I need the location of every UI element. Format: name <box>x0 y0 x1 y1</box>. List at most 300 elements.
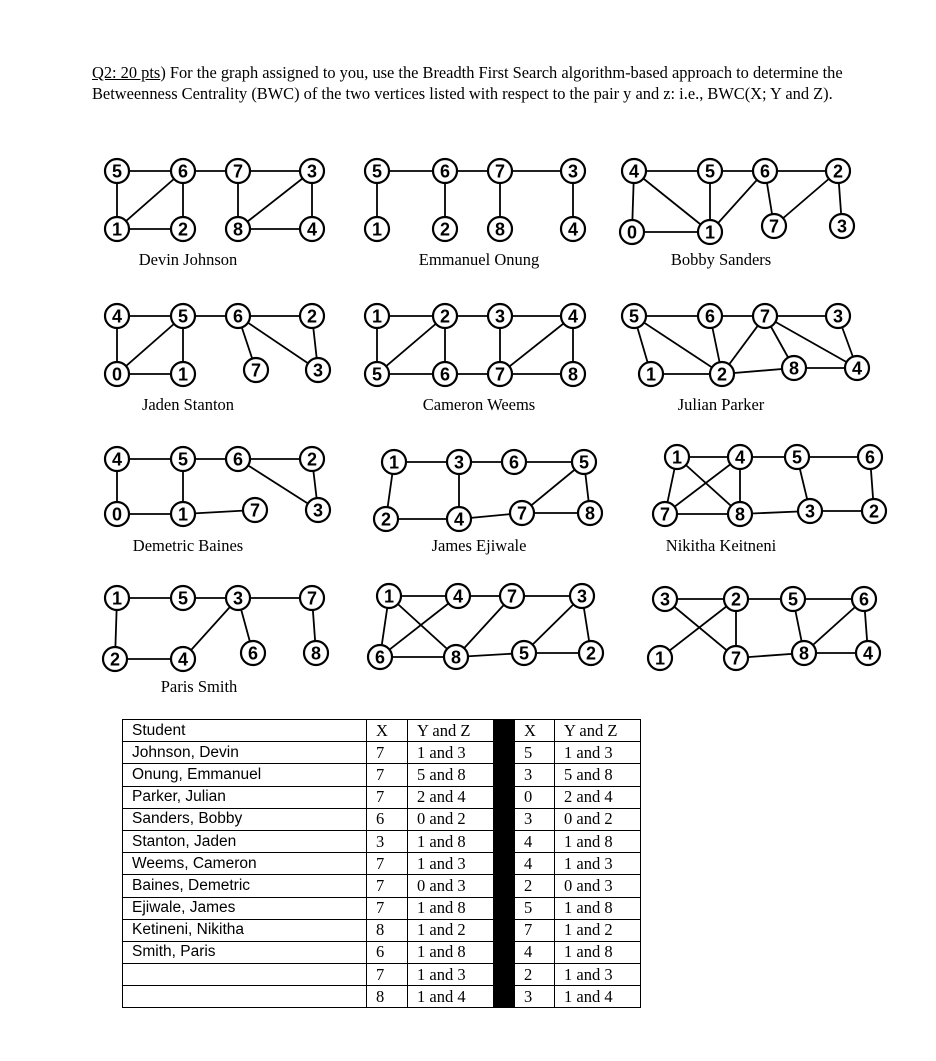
graph-node <box>572 450 596 474</box>
table-row <box>123 764 641 786</box>
graph-node <box>665 445 689 469</box>
graph-node <box>512 641 536 665</box>
node-label: 4 <box>862 643 874 664</box>
x-cell: 6 <box>367 808 408 830</box>
graph-node <box>561 362 585 386</box>
node-label: 8 <box>788 358 800 379</box>
yz2-cell: 1 and 4 <box>555 986 641 1008</box>
graph-node <box>171 304 195 328</box>
graph-node <box>698 159 722 183</box>
graph-node <box>300 304 324 328</box>
graph-edge <box>634 171 710 232</box>
node-label: 1 <box>388 452 400 473</box>
x-cell: 7 <box>367 853 408 875</box>
graph-edge <box>377 316 445 374</box>
yz-cell: 0 and 2 <box>408 808 494 830</box>
node-label: 5 <box>628 306 640 327</box>
black-separator-cell <box>494 897 515 919</box>
node-label: 8 <box>734 504 746 525</box>
graph-node <box>306 498 330 522</box>
graph-node <box>105 502 129 526</box>
graph-node <box>244 358 268 382</box>
black-separator-cell <box>494 986 515 1008</box>
graph-node <box>830 214 854 238</box>
yz-cell: 1 and 3 <box>408 742 494 764</box>
x-cell: 7 <box>367 964 408 986</box>
x-cell: 3 <box>367 830 408 852</box>
graph-node <box>226 304 250 328</box>
graph-node <box>502 450 526 474</box>
black-separator-cell <box>494 808 515 830</box>
node-label: 7 <box>494 161 506 182</box>
graph-unassigned-11 <box>648 587 880 670</box>
graph-edge <box>238 171 312 229</box>
graph-node <box>728 445 752 469</box>
graph-caption: Julian Parker <box>677 395 765 414</box>
node-label: 6 <box>247 643 259 664</box>
x2-cell: 4 <box>515 941 555 963</box>
node-label: 4 <box>111 449 123 470</box>
yz2-cell: 5 and 8 <box>555 764 641 786</box>
node-label: 4 <box>111 306 123 327</box>
graph-node <box>171 447 195 471</box>
x-cell: 8 <box>367 919 408 941</box>
graph-node <box>862 499 886 523</box>
graph-node <box>304 641 328 665</box>
student-cell: Smith, Paris <box>123 941 367 963</box>
yz2-cell: 1 and 8 <box>555 941 641 963</box>
graph-node <box>433 217 457 241</box>
graph-node <box>447 450 471 474</box>
graph-node <box>103 647 127 671</box>
node-label: 8 <box>567 364 579 385</box>
x-cell: 7 <box>367 875 408 897</box>
graph-node <box>639 362 663 386</box>
node-label: 2 <box>306 449 318 470</box>
node-label: 5 <box>371 364 383 385</box>
x-cell: 8 <box>367 986 408 1008</box>
graph-node <box>433 159 457 183</box>
node-label: 3 <box>306 161 318 182</box>
graph-caption: Paris Smith <box>160 677 238 696</box>
graph-node <box>226 586 250 610</box>
graph-devin-johnson <box>105 159 324 269</box>
graph-node <box>171 362 195 386</box>
table-row <box>123 897 641 919</box>
graph-node <box>446 584 470 608</box>
node-label: 7 <box>232 161 244 182</box>
node-label: 4 <box>177 649 189 670</box>
graph-unassigned-10 <box>368 584 603 669</box>
graph-node <box>792 641 816 665</box>
black-separator-cell <box>494 964 515 986</box>
x-cell: 7 <box>367 786 408 808</box>
table-row <box>123 986 641 1008</box>
header-cell: X <box>367 720 408 742</box>
graph-node <box>570 584 594 608</box>
graph-node <box>300 586 324 610</box>
table-row <box>123 941 641 963</box>
graph-node <box>728 502 752 526</box>
graph-demetric-baines <box>105 447 330 555</box>
node-label: 2 <box>585 643 597 664</box>
node-label: 2 <box>439 306 451 327</box>
node-label: 7 <box>506 586 518 607</box>
graph-node <box>488 217 512 241</box>
graph-node <box>653 587 677 611</box>
yz2-cell: 0 and 3 <box>555 875 641 897</box>
graph-node <box>510 501 534 525</box>
graph-julian-parker <box>622 304 869 414</box>
node-label: 4 <box>306 219 318 240</box>
yz-cell: 2 and 4 <box>408 786 494 808</box>
graph-node <box>433 304 457 328</box>
node-label: 6 <box>759 161 771 182</box>
graph-node <box>171 586 195 610</box>
node-label: 2 <box>109 649 121 670</box>
node-label: 3 <box>836 216 848 237</box>
graph-node <box>785 445 809 469</box>
node-label: 7 <box>768 216 780 237</box>
graph-node <box>365 159 389 183</box>
graph-node <box>226 217 250 241</box>
node-label: 3 <box>832 306 844 327</box>
node-label: 8 <box>798 643 810 664</box>
graph-node <box>826 159 850 183</box>
student-cell: Onung, Emmanuel <box>123 764 367 786</box>
node-label: 4 <box>453 509 465 530</box>
table-row <box>123 786 641 808</box>
node-label: 3 <box>576 586 588 607</box>
table-header-row <box>123 720 641 742</box>
black-separator-cell <box>494 853 515 875</box>
graph-node <box>306 358 330 382</box>
graph-node <box>433 362 457 386</box>
x2-cell: 3 <box>515 808 555 830</box>
node-label: 1 <box>111 588 123 609</box>
node-label: 1 <box>654 648 666 669</box>
node-label: 8 <box>232 219 244 240</box>
node-label: 5 <box>704 161 716 182</box>
black-separator-cell <box>494 941 515 963</box>
graph-node <box>781 587 805 611</box>
node-label: 5 <box>371 161 383 182</box>
node-label: 8 <box>584 503 596 524</box>
table-row <box>123 853 641 875</box>
graph-caption: Cameron Weems <box>422 395 536 414</box>
student-cell: Parker, Julian <box>123 786 367 808</box>
graph-node <box>105 447 129 471</box>
table-row <box>123 964 641 986</box>
node-label: 7 <box>516 503 528 524</box>
graph-node <box>845 356 869 380</box>
yz-cell: 1 and 8 <box>408 830 494 852</box>
graph-node <box>488 304 512 328</box>
node-label: 3 <box>453 452 465 473</box>
graph-node <box>620 220 644 244</box>
node-label: 7 <box>306 588 318 609</box>
graph-caption: Emmanuel Onung <box>418 250 540 269</box>
graph-node <box>698 220 722 244</box>
black-separator-cell <box>494 786 515 808</box>
student-cell: Sanders, Bobby <box>123 808 367 830</box>
graph-node <box>622 304 646 328</box>
node-label: 5 <box>578 452 590 473</box>
graph-node <box>171 217 195 241</box>
node-label: 6 <box>858 589 870 610</box>
graph-caption: Nikitha Keitneni <box>665 536 777 555</box>
graph-node <box>300 159 324 183</box>
student-cell <box>123 964 367 986</box>
graph-node <box>171 647 195 671</box>
graph-node <box>653 502 677 526</box>
student-cell: Stanton, Jaden <box>123 830 367 852</box>
graph-node <box>561 304 585 328</box>
graph-node <box>798 499 822 523</box>
node-label: 7 <box>759 306 771 327</box>
graph-node <box>852 587 876 611</box>
node-label: 6 <box>704 306 716 327</box>
yz-cell: 0 and 3 <box>408 875 494 897</box>
node-label: 5 <box>177 306 189 327</box>
table-row <box>123 919 641 941</box>
node-label: 4 <box>851 358 863 379</box>
graph-node <box>241 641 265 665</box>
node-label: 8 <box>494 219 506 240</box>
graph-bobby-sanders <box>620 159 854 269</box>
student-cell: Johnson, Devin <box>123 742 367 764</box>
node-label: 2 <box>832 161 844 182</box>
node-label: 1 <box>177 364 189 385</box>
node-label: 1 <box>177 504 189 525</box>
yz2-cell: 1 and 8 <box>555 830 641 852</box>
graph-jaden-stanton <box>105 304 330 414</box>
yz-cell: 1 and 3 <box>408 853 494 875</box>
x2-cell: 5 <box>515 742 555 764</box>
node-label: 6 <box>374 647 386 668</box>
graph-node <box>724 587 748 611</box>
graph-node <box>578 501 602 525</box>
node-label: 2 <box>868 501 880 522</box>
graph-caption: James Ejiwale <box>431 536 527 555</box>
node-label: 6 <box>232 449 244 470</box>
graph-node <box>488 362 512 386</box>
node-label: 3 <box>232 588 244 609</box>
table-row <box>123 742 641 764</box>
graph-node <box>579 641 603 665</box>
node-label: 3 <box>312 500 324 521</box>
node-label: 1 <box>371 219 383 240</box>
graph-caption: Jaden Stanton <box>141 395 235 414</box>
node-label: 2 <box>177 219 189 240</box>
node-label: 5 <box>518 643 530 664</box>
graph-node <box>858 445 882 469</box>
node-label: 2 <box>306 306 318 327</box>
node-label: 2 <box>716 364 728 385</box>
graph-node <box>782 356 806 380</box>
question-body: ) For the graph assigned to you, use the Breadth First Search algorithm-based approach to determine the Betweenness Centrality (BWC) of the two vertices listed with respect to the pair y and z: i.e., BWC(X; Y and Z). <box>92 63 843 103</box>
graph-caption: Bobby Sanders <box>670 250 772 269</box>
node-label: 4 <box>452 586 464 607</box>
graph-edge <box>117 171 183 229</box>
x2-cell: 5 <box>515 897 555 919</box>
node-label: 7 <box>494 364 506 385</box>
question-label: Q2: 20 pts <box>92 63 161 82</box>
node-label: 7 <box>659 504 671 525</box>
graph-node <box>622 159 646 183</box>
table-row <box>123 830 641 852</box>
node-label: 3 <box>494 306 506 327</box>
graph-james-ejiwale <box>374 450 602 555</box>
node-label: 5 <box>177 449 189 470</box>
table-row <box>123 808 641 830</box>
x2-cell: 4 <box>515 853 555 875</box>
graph-node <box>171 159 195 183</box>
black-separator-cell <box>494 764 515 786</box>
node-label: 6 <box>439 161 451 182</box>
node-label: 6 <box>232 306 244 327</box>
black-separator-cell <box>494 720 515 742</box>
node-label: 1 <box>111 219 123 240</box>
graph-node <box>826 304 850 328</box>
graph-edge <box>117 316 183 374</box>
x2-cell: 3 <box>515 764 555 786</box>
graph-node <box>447 507 471 531</box>
graph-paris-smith <box>103 586 328 696</box>
graph-caption: Demetric Baines <box>132 536 244 555</box>
student-cell: Baines, Demetric <box>123 875 367 897</box>
graph-caption: Devin Johnson <box>138 250 238 269</box>
node-label: 5 <box>111 161 123 182</box>
graph-node <box>762 214 786 238</box>
graph-node <box>105 159 129 183</box>
node-label: 1 <box>383 586 395 607</box>
assignment-table <box>122 719 641 1008</box>
graph-node <box>561 217 585 241</box>
x-cell: 7 <box>367 897 408 919</box>
node-label: 5 <box>787 589 799 610</box>
x2-cell: 2 <box>515 964 555 986</box>
graph-node <box>500 584 524 608</box>
graph-edge <box>500 316 573 374</box>
node-label: 1 <box>371 306 383 327</box>
graph-node <box>226 447 250 471</box>
yz-cell: 1 and 2 <box>408 919 494 941</box>
x2-cell: 0 <box>515 786 555 808</box>
graph-node <box>300 217 324 241</box>
node-label: 3 <box>804 501 816 522</box>
node-label: 3 <box>312 360 324 381</box>
graph-node <box>243 498 267 522</box>
graph-node <box>488 159 512 183</box>
node-label: 4 <box>734 447 746 468</box>
node-label: 2 <box>730 589 742 610</box>
student-cell <box>123 986 367 1008</box>
black-separator-cell <box>494 742 515 764</box>
node-label: 7 <box>249 500 261 521</box>
node-label: 4 <box>567 219 579 240</box>
yz-cell: 1 and 8 <box>408 941 494 963</box>
graph-node <box>105 362 129 386</box>
node-label: 7 <box>730 648 742 669</box>
node-label: 8 <box>450 647 462 668</box>
x-cell: 7 <box>367 742 408 764</box>
black-separator-cell <box>494 830 515 852</box>
graph-node <box>710 362 734 386</box>
header-cell: Student <box>123 720 367 742</box>
black-separator-cell <box>494 919 515 941</box>
yz2-cell: 0 and 2 <box>555 808 641 830</box>
yz2-cell: 1 and 8 <box>555 897 641 919</box>
yz-cell: 1 and 8 <box>408 897 494 919</box>
yz-cell: 1 and 3 <box>408 964 494 986</box>
x2-cell: 3 <box>515 986 555 1008</box>
node-label: 4 <box>628 161 640 182</box>
yz-cell: 1 and 4 <box>408 986 494 1008</box>
yz2-cell: 1 and 3 <box>555 742 641 764</box>
node-label: 0 <box>626 222 638 243</box>
node-label: 7 <box>250 360 262 381</box>
table-row <box>123 875 641 897</box>
graph-node <box>382 450 406 474</box>
graph-node <box>753 304 777 328</box>
graph-node <box>561 159 585 183</box>
graph-node <box>171 502 195 526</box>
node-label: 5 <box>177 588 189 609</box>
node-label: 6 <box>864 447 876 468</box>
node-label: 6 <box>177 161 189 182</box>
graph-node <box>856 641 880 665</box>
node-label: 0 <box>111 364 123 385</box>
header-cell: Y and Z <box>555 720 641 742</box>
node-label: 2 <box>439 219 451 240</box>
node-label: 2 <box>380 509 392 530</box>
graph-cameron-weems <box>365 304 585 414</box>
graph-node <box>753 159 777 183</box>
node-label: 1 <box>645 364 657 385</box>
student-cell: Ejiwale, James <box>123 897 367 919</box>
yz2-cell: 1 and 3 <box>555 853 641 875</box>
graph-node <box>724 646 748 670</box>
yz2-cell: 1 and 2 <box>555 919 641 941</box>
graph-emmanuel-onung <box>365 159 585 269</box>
black-separator-cell <box>494 875 515 897</box>
header-cell: Y and Z <box>408 720 494 742</box>
graph-node <box>377 584 401 608</box>
node-label: 6 <box>508 452 520 473</box>
graph-node <box>698 304 722 328</box>
node-label: 3 <box>659 589 671 610</box>
graph-node <box>105 217 129 241</box>
graph-node <box>105 586 129 610</box>
x2-cell: 4 <box>515 830 555 852</box>
graph-node <box>365 217 389 241</box>
graph-node <box>374 507 398 531</box>
x2-cell: 2 <box>515 875 555 897</box>
graph-node <box>365 362 389 386</box>
yz2-cell: 1 and 3 <box>555 964 641 986</box>
node-label: 0 <box>111 504 123 525</box>
graph-node <box>226 159 250 183</box>
node-label: 3 <box>567 161 579 182</box>
graph-node <box>300 447 324 471</box>
node-label: 4 <box>567 306 579 327</box>
node-label: 5 <box>791 447 803 468</box>
graph-node <box>105 304 129 328</box>
node-label: 1 <box>671 447 683 468</box>
node-label: 8 <box>310 643 322 664</box>
yz-cell: 5 and 8 <box>408 764 494 786</box>
